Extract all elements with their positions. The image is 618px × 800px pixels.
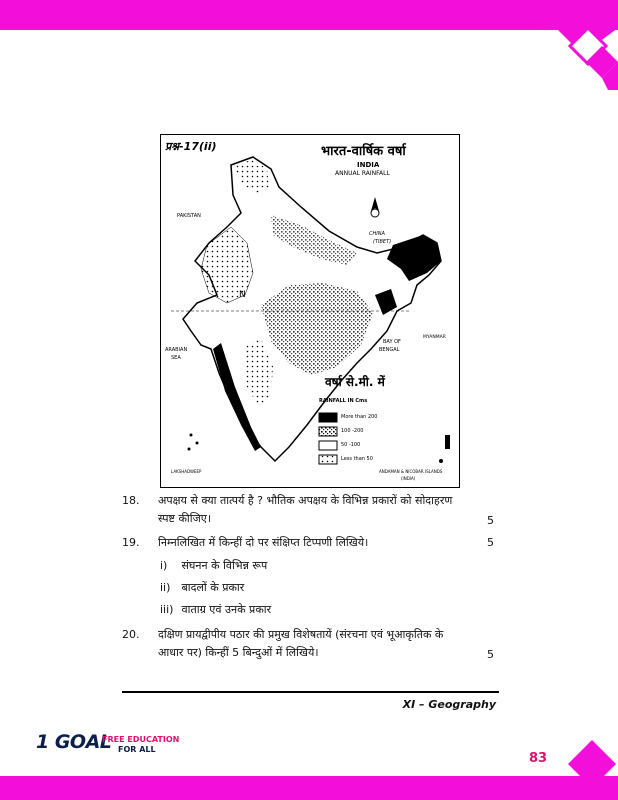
sub-item-text: संघनन के विभिन्न रूप <box>181 559 268 572</box>
question-text-line1: निम्नलिखित में किन्हीं दो पर संक्षिप्त टिप्पणी लिखिये। <box>158 536 369 549</box>
map-legend-item-4: Less than 50 <box>341 456 373 462</box>
india-rainfall-map <box>160 134 460 488</box>
map-legend-item-2: 100 -200 <box>341 428 364 434</box>
corner-diamond-decoration <box>498 0 618 90</box>
footer-divider <box>122 691 499 693</box>
subject-label: XI – Geography <box>402 698 496 711</box>
logo-main-text: 1 GOAL <box>36 731 112 753</box>
question-marks: 5 <box>487 648 494 661</box>
map-label-arabian: ARABIAN <box>165 347 188 353</box>
map-label-andaman: ANDAMAN & NICOBAR ISLANDS <box>379 469 443 474</box>
sub-item-text: वाताग्र एवं उनके प्रकार <box>181 603 272 616</box>
map-label-bay: BAY OF <box>383 339 401 345</box>
map-label-lakshadweep: LAKSHADWEEP <box>171 469 202 474</box>
map-label-myanmar: MYANMAR <box>423 335 446 340</box>
question-marks: 5 <box>487 514 494 527</box>
bottom-diamond-decoration <box>508 720 618 800</box>
map-title-en-line2: ANNUAL RAINFALL <box>335 170 390 177</box>
map-legend-title-en: RAINFALL IN Cms <box>319 398 368 404</box>
map-label-sea: SEA <box>171 355 181 361</box>
question-19 <box>122 534 502 554</box>
question-text-line1: दक्षिण प्रायद्वीपीय पठार की प्रमुख विशेषतायें (संरचना एवं भूआकृतिक के <box>158 628 444 641</box>
sub-item-text: बादलों के प्रकार <box>181 581 245 594</box>
sub-item-roman: ii) <box>160 581 171 594</box>
map-label-pakistan: PAKISTAN <box>177 213 201 219</box>
question-text-line2: आधार पर) किन्हीं 5 बिन्दुओं में लिखिये। <box>158 646 319 659</box>
map-label-tibet: (TIBET) <box>373 239 392 245</box>
question-number: 18. <box>122 494 140 507</box>
map-label-n: N <box>239 290 246 300</box>
sub-item-ii <box>160 580 244 595</box>
logo-tagline-1: FREE EDUCATION <box>102 735 180 744</box>
page-number: 83 <box>529 751 548 766</box>
sub-item-iii <box>160 602 271 617</box>
map-legend-item-3: 50 -100 <box>341 442 361 448</box>
question-number: 19. <box>122 536 140 549</box>
sub-item-roman: i) <box>160 559 168 572</box>
question-18 <box>122 492 502 530</box>
map-title-hindi: भारत-वार्षिक वर्षा <box>321 144 406 159</box>
map-label-china: CHINA <box>369 231 385 237</box>
logo-tagline-2: FOR ALL <box>118 745 156 754</box>
sub-item-roman: iii) <box>160 603 174 616</box>
map-label-bengal: BENGAL <box>379 347 400 353</box>
map-title-en-line1: INDIA <box>357 161 380 169</box>
logo <box>36 731 180 754</box>
question-text-line2: स्पष्ट कीजिए। <box>158 512 212 525</box>
map-legend-item-1: More than 200 <box>341 414 378 420</box>
map-question-tag: प्रश्न-17(ii) <box>165 140 217 153</box>
question-number: 20. <box>122 628 140 641</box>
question-20 <box>122 626 502 664</box>
map-legend-title-hindi: वर्षा से.मी. में <box>325 375 385 389</box>
question-text-line1: अपक्षय से क्या तात्पर्य है ? भौतिक अपक्षय के विभिन्न प्रकारों को सोदाहरण <box>158 494 453 507</box>
question-marks: 5 <box>487 536 494 549</box>
sub-item-i <box>160 558 267 573</box>
map-label-india-small: (INDIA) <box>401 476 416 481</box>
